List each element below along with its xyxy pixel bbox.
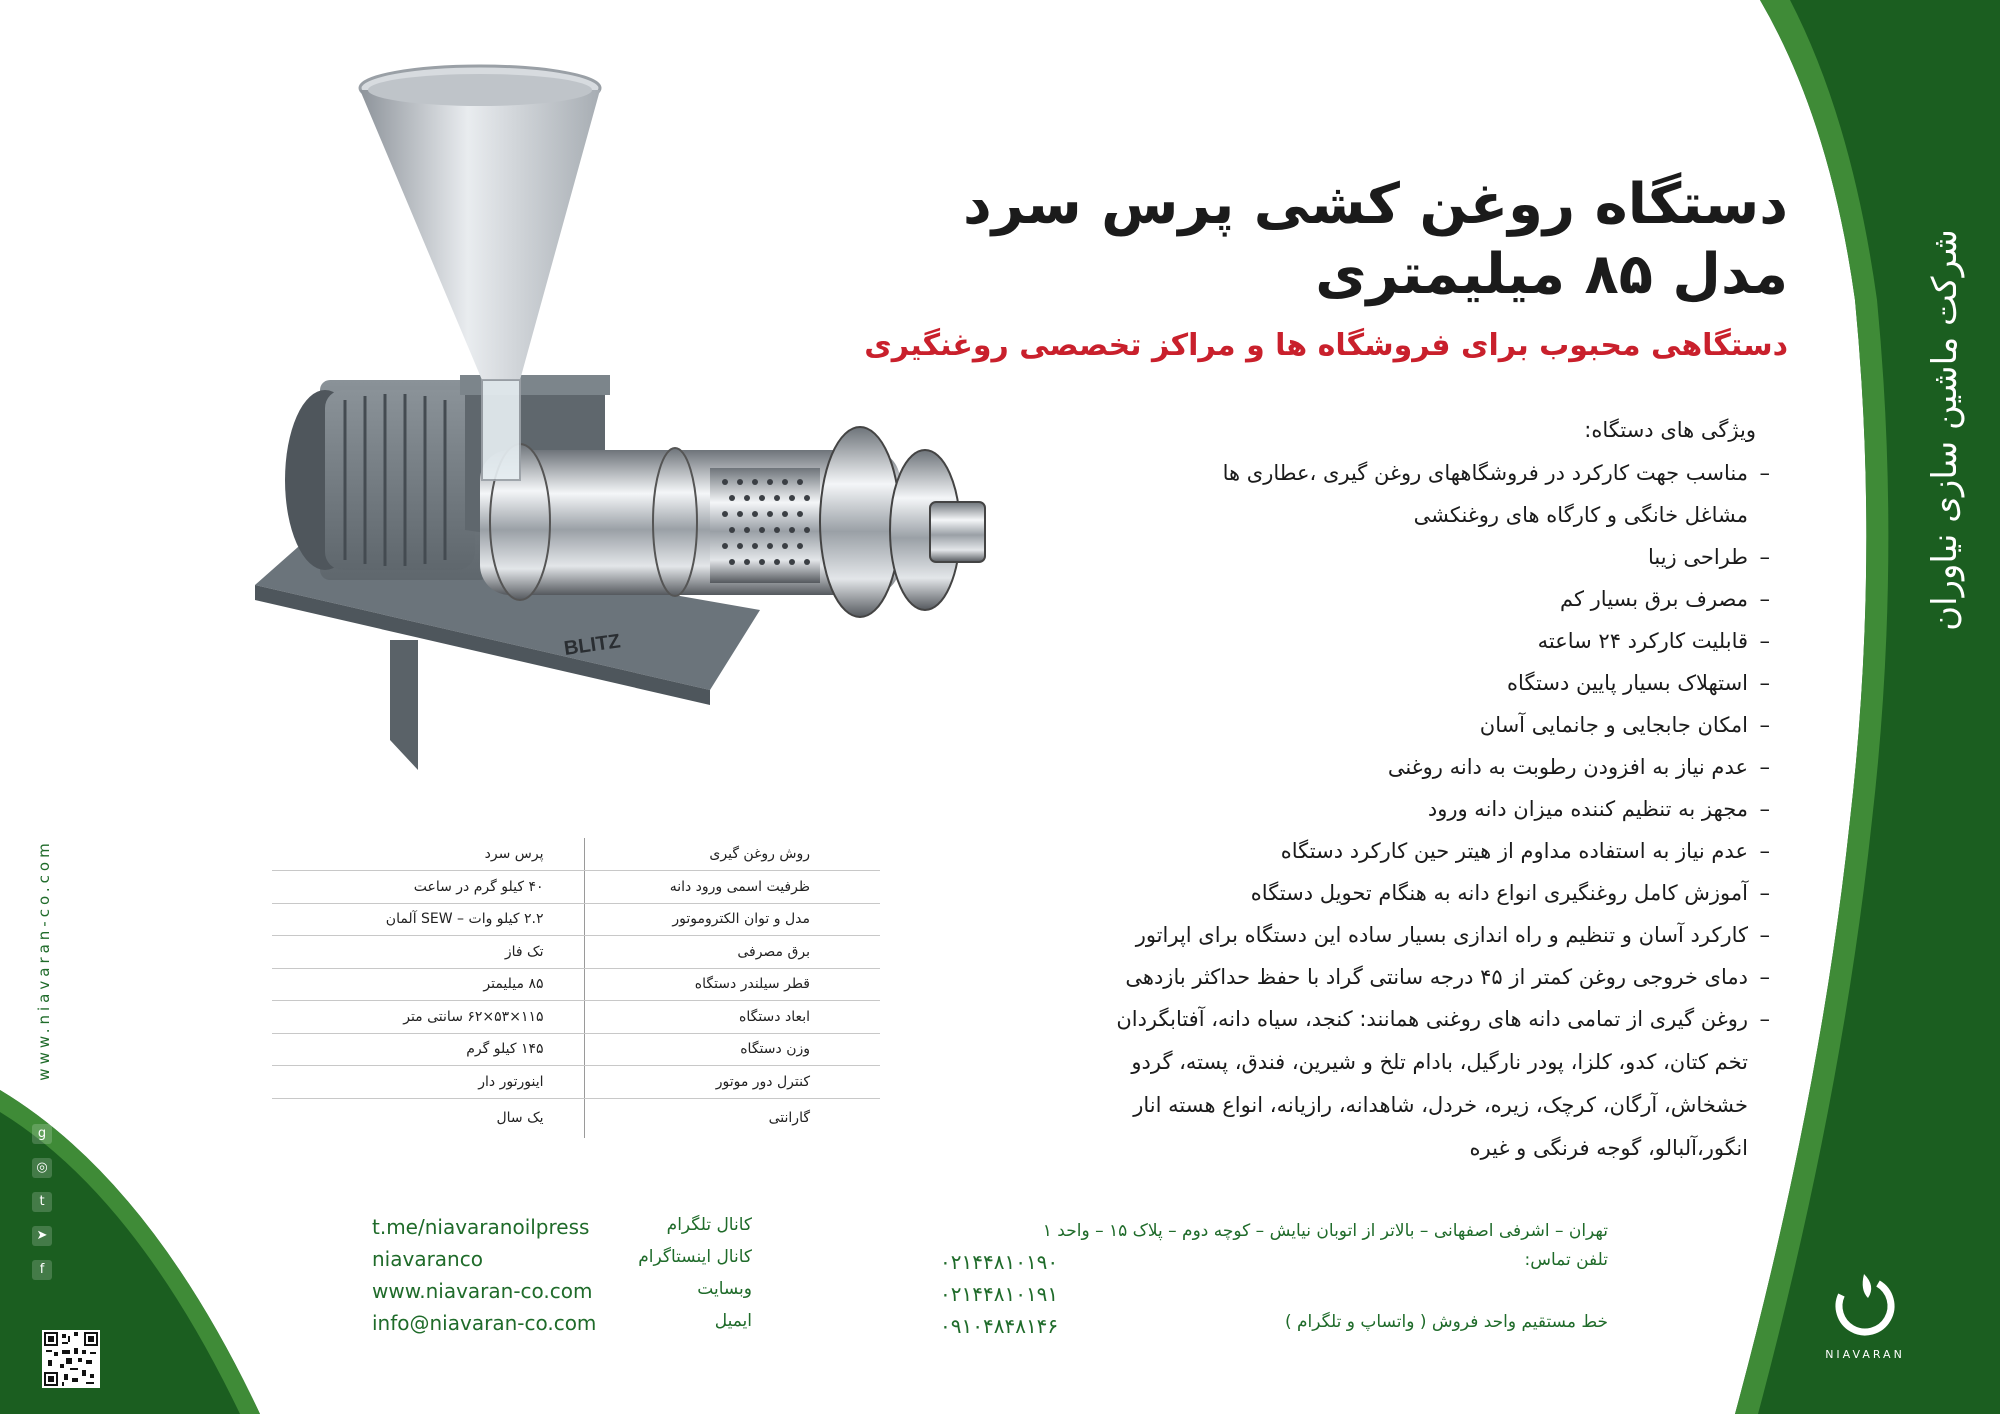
table-row: روش روغن گیری پرس سرد bbox=[272, 838, 880, 871]
subtitle: دستگاهی محبوب برای فروشگاه ها و مراکز تخصصی روغنگیری bbox=[864, 328, 1788, 363]
table-row: کنترل دور موتور اینورتور دار bbox=[272, 1066, 880, 1099]
feed-tube bbox=[482, 380, 520, 480]
phone-numbers bbox=[940, 1250, 1058, 1346]
feature-item: –دمای خروجی روغن کمتر از ۴۵ درجه سانتی گراد با حفظ حداکثر بازدهی bbox=[1125, 965, 1770, 989]
instagram-icon[interactable]: ◎ bbox=[32, 1158, 52, 1178]
contact-email bbox=[372, 1311, 782, 1343]
google-plus-icon[interactable]: g bbox=[32, 1124, 52, 1144]
telegram-link[interactable]: t.me/niavaranoilpress bbox=[372, 1215, 590, 1239]
feature-item: –مجهز به تنظیم کننده میزان دانه ورود bbox=[1427, 797, 1770, 821]
feature-item: –آموزش کامل روغنگیری انواع دانه به هنگام تحویل دستگاه bbox=[1250, 881, 1770, 905]
feature-item: –عدم نیاز به استفاده مداوم از هیتر حین کارکرد دستگاه bbox=[1280, 839, 1770, 863]
feature-item: –قابلیت کارکرد ۲۴ ساعته bbox=[1537, 629, 1770, 653]
machine-brand-label: BLITZ bbox=[562, 630, 622, 660]
phone-label: تلفن تماس: bbox=[1524, 1250, 1608, 1270]
feature-item: –روغن گیری از تمامی دانه های روغنی همانند: کنجد، سیاه دانه، آفتابگردان تخم کتان، کدو، کلزا، پودر نارگیل، بادام تلخ و شیرین، فندق، پسته، گردو خشخاش، آرگان، کرچک، زیره، خردل، شاهدانه، رازیانه، انواع هسته انار انگور،آلبالو، گوجه فرنگی و غیره bbox=[1116, 1007, 1770, 1160]
instagram-label: کانال اینستاگرام bbox=[638, 1247, 752, 1267]
facebook-icon[interactable]: f bbox=[32, 1260, 52, 1280]
contact-website bbox=[372, 1279, 782, 1311]
phone-number-2[interactable]: ۰۲۱۴۴۸۱۰۱۹۱ bbox=[940, 1282, 1059, 1306]
table-row: مدل و توان الکتروموتور ۲.۲ کیلو وات – SEW آلمان bbox=[272, 903, 880, 936]
feature-item: –استهلاک بسیار پایین دستگاه bbox=[1507, 671, 1770, 695]
feature-item: –مناسب جهت کارکرد در فروشگاههای روغن گیری ،عطاری ها مشاغل خانگی و کارگاه های روغنکشی bbox=[1222, 461, 1770, 527]
spec-table bbox=[272, 838, 880, 1138]
qr-code bbox=[42, 1330, 100, 1388]
website-label: وبسایت bbox=[697, 1279, 752, 1299]
feature-item: –امکان جابجایی و جانمایی آسان bbox=[1479, 713, 1770, 737]
niavaran-logo bbox=[1820, 1268, 1910, 1361]
social-icons bbox=[32, 1090, 56, 1294]
sales-line: خط مستقیم واحد فروش ( واتساپ و تلگرام ) bbox=[1284, 1312, 1608, 1332]
table-row: ظرفیت اسمی ورود دانه ۴۰ کیلو گرم در ساعت bbox=[272, 871, 880, 904]
company-name-vertical: شرکت ماشین سازی نیاوران bbox=[1925, 229, 1965, 631]
online-contacts bbox=[372, 1215, 782, 1343]
website-link[interactable]: www.niavaran-co.com bbox=[372, 1279, 593, 1303]
title-line-1: دستگاه روغن کشی پرس سرد bbox=[963, 172, 1788, 237]
feature-item: –مصرف برق بسیار کم bbox=[1560, 587, 1770, 611]
contact-telegram bbox=[372, 1215, 782, 1247]
features-list bbox=[770, 418, 1770, 1170]
title-line-2: مدل ۸۵ میلیمتری bbox=[1315, 242, 1788, 307]
instagram-link[interactable]: niavaranco bbox=[372, 1247, 483, 1271]
email-label: ایمیل bbox=[714, 1311, 752, 1331]
features-heading: ویژگی های دستگاه: bbox=[1584, 418, 1756, 442]
table-row: گارانتی یک سال bbox=[272, 1098, 880, 1138]
feature-item: –کارکرد آسان و تنظیم و راه اندازی بسیار ساده این دستگاه برای اپراتور bbox=[1135, 923, 1770, 947]
logo-drop-icon bbox=[1830, 1268, 1900, 1338]
website-vertical: www.niavaran-co.com bbox=[35, 839, 53, 1081]
logo-caption: NIAVARAN bbox=[1825, 1348, 1905, 1361]
twitter-icon[interactable]: t bbox=[32, 1192, 52, 1212]
pinterest-icon[interactable]: p bbox=[32, 1090, 52, 1110]
table-row: ابعاد دستگاه ۱۱۵×۵۳×۶۲ سانتی متر bbox=[272, 1001, 880, 1034]
table-row: برق مصرفی تک فاز bbox=[272, 936, 880, 969]
telegram-icon[interactable]: ➤ bbox=[32, 1226, 52, 1246]
telegram-label: کانال تلگرام bbox=[666, 1215, 752, 1235]
email-link[interactable]: info@niavaran-co.com bbox=[372, 1311, 597, 1335]
motor bbox=[325, 390, 475, 570]
feature-item: –طراحی زیبا bbox=[1647, 545, 1770, 569]
table-row: وزن دستگاه ۱۴۵ کیلو گرم bbox=[272, 1033, 880, 1066]
phone-number-1[interactable]: ۰۲۱۴۴۸۱۰۱۹۰ bbox=[940, 1250, 1059, 1274]
funnel bbox=[360, 90, 600, 380]
contact-instagram bbox=[372, 1247, 782, 1279]
office-address: تهران – اشرفی اصفهانی – بالاتر از اتوبان نیایش – کوچه دوم – پلاک ۱۵ – واحد ۱ bbox=[1042, 1221, 1608, 1241]
table-row: قطر سیلندر دستگاه ۸۵ میلیمتر bbox=[272, 968, 880, 1001]
page-title bbox=[888, 170, 1788, 310]
feature-item: –عدم نیاز به افزودن رطوبت به دانه روغنی bbox=[1387, 755, 1770, 779]
phone-number-3[interactable]: ۰۹۱۰۴۸۴۸۱۴۶ bbox=[940, 1314, 1059, 1338]
